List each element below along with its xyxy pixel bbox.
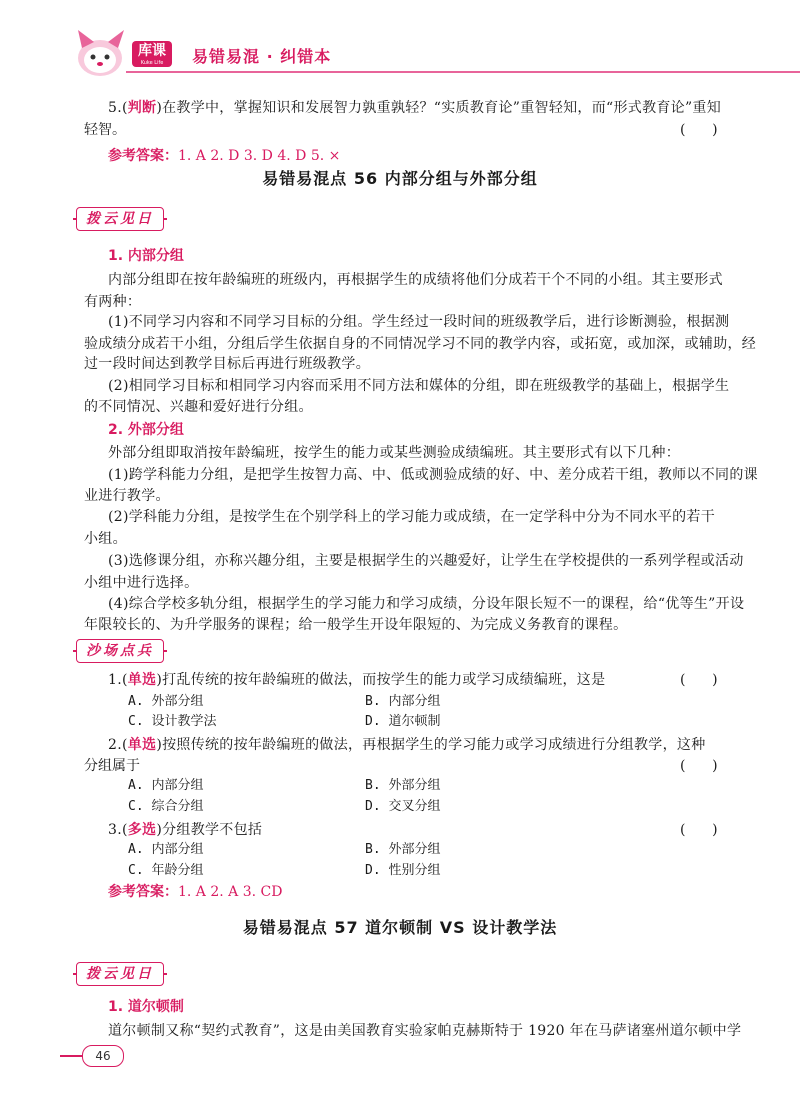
question-1: 1.(单选)打乱传统的按年龄编班的做法，而按学生的能力或学习成绩编班，这是: [108, 672, 606, 688]
paragraph: 年限较长的、为升学服务的课程；给一般学生开设年限短的、为完成义务教育的课程。: [84, 617, 628, 633]
paragraph: (3)选修课分组，亦称兴趣分组，主要是根据学生的兴趣爱好，让学生在学校提供的一系列学程或活动: [108, 553, 744, 569]
badge-insight: 拨云见日: [76, 962, 164, 986]
question-2-line2: 分组属于: [84, 758, 140, 774]
answer-key: 参考答案：1. A 2. D 3. D 4. D 5. ×: [108, 148, 341, 164]
paragraph: (4)综合学校多轨分组，根据学生的学习能力和学习成绩，分设年限长短不一的课程，给“优等生”开设: [108, 596, 745, 612]
paragraph: 小组。: [84, 531, 127, 547]
option-d: D. 道尔顿制: [365, 714, 441, 729]
answer-blank: ( ): [680, 672, 718, 688]
question-5: 5.(判断)在教学中，掌握知识和发展智力孰重孰轻？“实质教育论”重智轻知，而“形式教育论”重知: [108, 100, 722, 116]
section-title-57: 易错易混点 57 道尔顿制 VS 设计教学法: [242, 918, 558, 937]
paragraph: 道尔顿制又称“契约式教育”，这是由美国教育实验家帕克赫斯特于 1920 年在马萨诸塞州道尔顿中学: [108, 1023, 742, 1039]
option-a: A. 内部分组: [128, 842, 204, 857]
question-2: 2.(单选)按照传统的按年龄编班的做法，再根据学生的学习能力或学习成绩进行分组教学，这种: [108, 737, 706, 753]
paragraph: 的不同情况、兴趣和爱好进行分组。: [84, 399, 313, 415]
paragraph: (1)不同学习内容和不同学习目标的分组。学生经过一段时间的班级教学后，进行诊断测验，根据测: [108, 314, 730, 330]
page-number: 46: [82, 1045, 124, 1067]
answer-blank: ( ): [680, 822, 718, 838]
option-c: C. 综合分组: [128, 799, 204, 814]
question-5-line2: 轻智。: [84, 122, 126, 138]
option-b: B. 外部分组: [365, 778, 441, 793]
subhead-internal-grouping: 1. 内部分组: [108, 248, 184, 264]
option-d: D. 交叉分组: [365, 799, 441, 814]
badge-practice: 沙场点兵: [76, 639, 164, 663]
answer-blank: ( ): [680, 758, 718, 774]
header-title: 易错易混 · 纠错本: [192, 47, 332, 66]
paragraph: 小组中进行选择。: [84, 575, 199, 591]
subhead-dalton-plan: 1. 道尔顿制: [108, 999, 184, 1015]
page-number-line: [60, 1055, 82, 1057]
brand-logo: 库课 Kuke Life: [132, 41, 172, 67]
option-c: C. 设计教学法: [128, 714, 217, 729]
paragraph: 有两种：: [84, 294, 142, 310]
option-d: D. 性别分组: [365, 863, 441, 878]
answer-key: 参考答案：1. A 2. A 3. CD: [108, 884, 283, 900]
option-a: A. 内部分组: [128, 778, 204, 793]
paragraph: (1)跨学科能力分组，是把学生按智力高、中、低或测验成绩的好、中、差分成若干组，教师以不同的课: [108, 467, 758, 483]
option-a: A. 外部分组: [128, 694, 204, 709]
option-b: B. 外部分组: [365, 842, 441, 857]
paragraph: (2)相同学习目标和相同学习内容而采用不同方法和媒体的分组，即在班级教学的基础上，根据学生: [108, 378, 730, 394]
question-3: 3.(多选)分组教学不包括: [108, 822, 263, 838]
paragraph: 验成绩分成若干小组，分组后学生依据自身的不同情况学习不同的教学内容，或拓宽，或加深，或辅助，经: [84, 336, 757, 352]
page-header: [0, 0, 800, 80]
paragraph: (2)学科能力分组，是按学生在个别学科上的学习能力或成绩，在一定学科中分为不同水平的若干: [108, 509, 716, 525]
paragraph: 过一段时间达到教学目标后再进行班级教学。: [84, 356, 370, 372]
option-c: C. 年龄分组: [128, 863, 204, 878]
paragraph: 外部分组即取消按年龄编班，按学生的能力或某些测验成绩编班。其主要形式有以下几种：: [108, 445, 680, 461]
badge-insight: 拨云见日: [76, 207, 164, 231]
paragraph: 业进行教学。: [84, 488, 170, 504]
mascot-fox-icon: [72, 28, 132, 78]
paragraph: 内部分组即在按年龄编班的班级内，再根据学生的成绩将他们分成若干个不同的小组。其主要形式: [108, 272, 723, 288]
answer-blank: ( ): [680, 122, 718, 138]
header-divider: [126, 71, 800, 73]
option-b: B. 内部分组: [365, 694, 441, 709]
subhead-external-grouping: 2. 外部分组: [108, 422, 184, 438]
section-title-56: 易错易混点 56 内部分组与外部分组: [262, 169, 538, 188]
